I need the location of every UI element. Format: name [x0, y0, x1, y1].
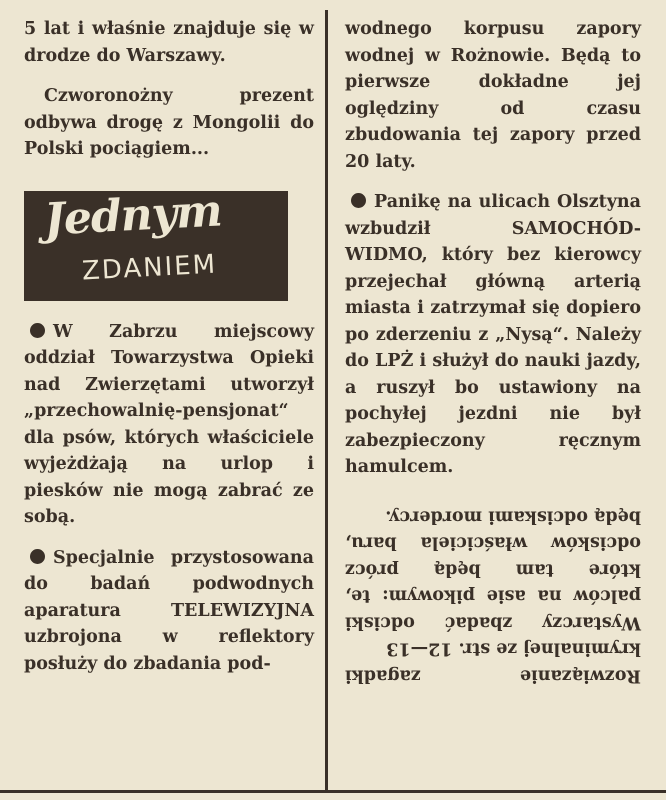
left-column	[24, 16, 314, 677]
left-paragraph-3: W Zabrzu miejscowy oddział Towarzystwa Opieki nad Zwierzętami utworzył „przechowalnię-pensjonat“ dla psów, których właściciele wyjeżdżają na urlop i piesków nie mogą zabrać ze sobą.	[24, 319, 314, 531]
banner-caps-text: ZDANIEM	[81, 248, 218, 287]
answer-text: Wystarczy zbadać odciski palców na asie pikowym: te, które tam będą prócz odcisków właściciela baru, będą odciskami mordercy.	[345, 506, 641, 632]
left-paragraph-4: Specjalnie przystosowana do badań podwodnych aparatura TELEWIZYJNA uzbrojona w reflektory posłuży do zbadania pod-	[24, 545, 314, 678]
right-paragraph-2: Panikę na ulicach Olsztyna wzbudził SAMOCHÓD-WIDMO, który bez kierowcy przejechał główną arterią miasta i zatrzymał się dopiero po zderzeniu z „Nysą“. Należy do LPŻ i służył do nauki jazdy, a ruszył bo ustawiony na pochyłej jezdni nie był zabezpieczony ręcznym hamulcem.	[345, 189, 641, 481]
jednym-zdaniem-banner	[24, 184, 288, 301]
column-divider	[325, 10, 328, 790]
answer-title: Rozwiązanie zagadki kryminalnej ze str. 12—13	[345, 638, 641, 685]
bottom-border	[0, 790, 666, 793]
right-column	[345, 16, 641, 688]
left-paragraph-1: 5 lat i właśnie znajduje się w drodze do Warszawy.	[24, 19, 314, 66]
upside-down-answer	[345, 503, 641, 689]
banner-script-text: Jednym	[42, 184, 223, 246]
left-paragraph-2: Czworonożny prezent odbywa drogę z Mongolii do Polski pociągiem...	[24, 86, 314, 159]
right-paragraph-1: wodnego korpusu zapory wodnej w Rożnowie. Będą to pierwsze dokładne jej oględziny od czasu zbudowania tej zapory przed 20 laty.	[345, 19, 641, 172]
